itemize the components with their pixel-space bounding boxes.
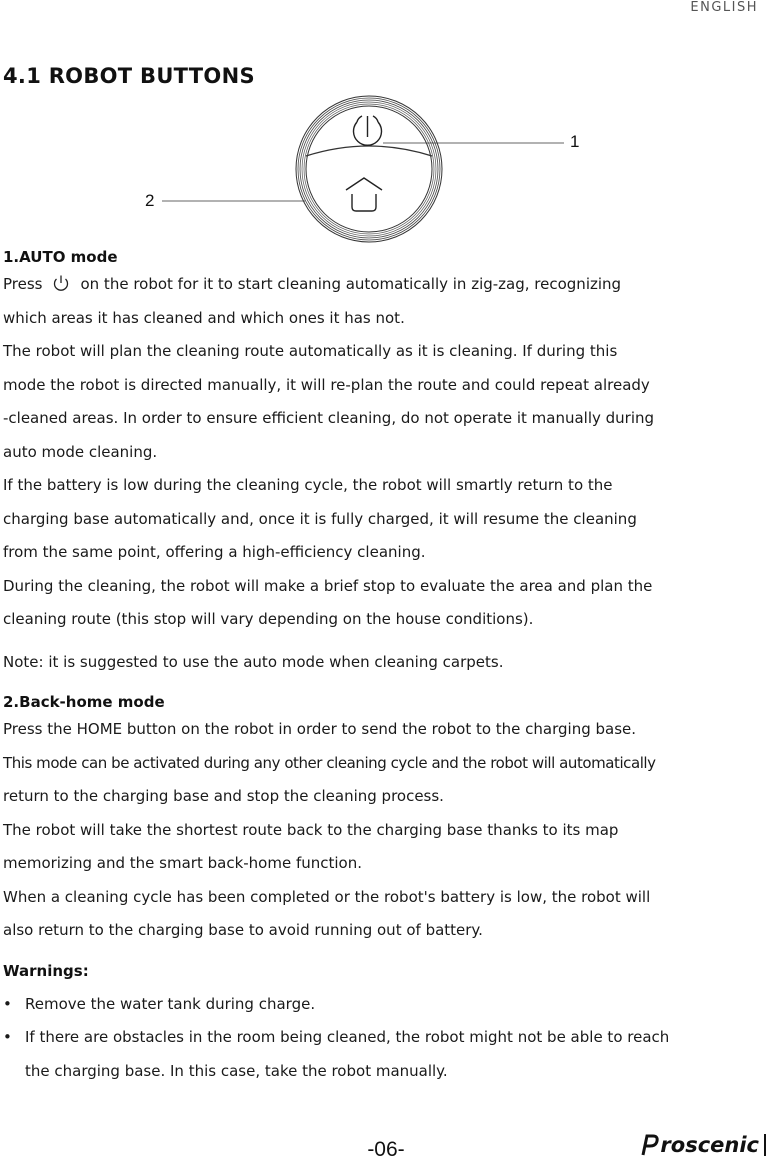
back-home-line: When a cleaning cycle has been completed or the robot's battery is low, the robot will	[3, 887, 651, 906]
callout-label-2: 2	[145, 191, 155, 210]
warning-text: Remove the water tank during charge.	[25, 994, 316, 1013]
auto-mode-line: -cleaned areas. In order to ensure efficient cleaning, do not operate it manually during	[3, 409, 655, 427]
auto-mode-line: auto mode cleaning.	[3, 442, 158, 461]
auto-mode-line: The robot will plan the cleaning route automatically as it is cleaning. If during this	[3, 342, 618, 360]
back-home-line: The robot will take the shortest route back to the charging base thanks to its map	[3, 820, 619, 839]
back-home-line: return to the charging base and stop the cleaning process.	[3, 787, 444, 805]
power-inline-icon	[52, 274, 70, 292]
warning-text: If there are obstacles in the room being cleaned, the robot might not be able to reach	[25, 1028, 670, 1046]
auto-mode-line: from the same point, offering a high-efficiency cleaning.	[3, 543, 426, 561]
home-icon[interactable]	[346, 178, 382, 211]
language-label: ENGLISH	[690, 0, 758, 15]
back-home-heading: 2.Back-home mode	[3, 693, 165, 711]
callout-label-1: 1	[570, 132, 580, 151]
auto-mode-line: During the cleaning, the robot will make a brief stop to evaluate the area and plan the	[3, 576, 653, 595]
auto-mode-line: cleaning route (this stop will vary depending on the house conditions).	[3, 610, 534, 628]
back-home-line: Press the HOME button on the robot in order to send the robot to the charging base.	[3, 720, 637, 738]
content	[3, 246, 748, 1088]
auto-mode-line: If the battery is low during the cleaning cycle, the robot will smartly return to the	[3, 476, 613, 494]
warnings-heading: Warnings:	[3, 961, 89, 980]
back-home-line: memorizing and the smart back-home function.	[3, 854, 363, 872]
auto-mode-line: charging base automatically and, once it is fully charged, it will resume the cleaning	[3, 509, 637, 528]
warning-text-continued: the charging base. In this case, take the robot manually.	[25, 1061, 448, 1080]
brand-logo	[639, 1133, 766, 1157]
warning-item	[3, 1021, 748, 1055]
auto-mode-line: which areas it has cleaned and which ones it has not.	[3, 308, 405, 327]
auto-mode-line: mode the robot is directed manually, it will re-plan the route and could repeat already	[3, 375, 650, 394]
brand-p-mark-icon	[639, 1134, 659, 1156]
bullet-dot: •	[3, 1028, 12, 1046]
warning-item	[3, 988, 748, 1022]
auto-mode-line-1-rest: on the robot for it to start cleaning automatically in zig-zag, recognizing	[80, 275, 622, 293]
press-text: Press	[3, 275, 43, 293]
back-home-line: This mode can be activated during any other cleaning cycle and the robot will automatically	[3, 753, 656, 772]
back-home-line: also return to the charging base to avoid running out of battery.	[3, 921, 483, 939]
bullet-dot: •	[3, 994, 12, 1013]
auto-mode-note: Note: it is suggested to use the auto mode when cleaning carpets.	[3, 652, 504, 671]
auto-mode-line-1	[3, 268, 748, 302]
auto-mode-heading: 1.AUTO mode	[3, 248, 118, 266]
robot-buttons-diagram	[0, 90, 772, 246]
page-number: -06-	[367, 1138, 405, 1161]
power-icon[interactable]	[354, 116, 382, 145]
brand-name: roscenic	[660, 1133, 759, 1157]
brand-divider	[764, 1134, 766, 1156]
section-title: 4.1 ROBOT BUTTONS	[3, 64, 255, 88]
button-panel	[296, 96, 442, 242]
